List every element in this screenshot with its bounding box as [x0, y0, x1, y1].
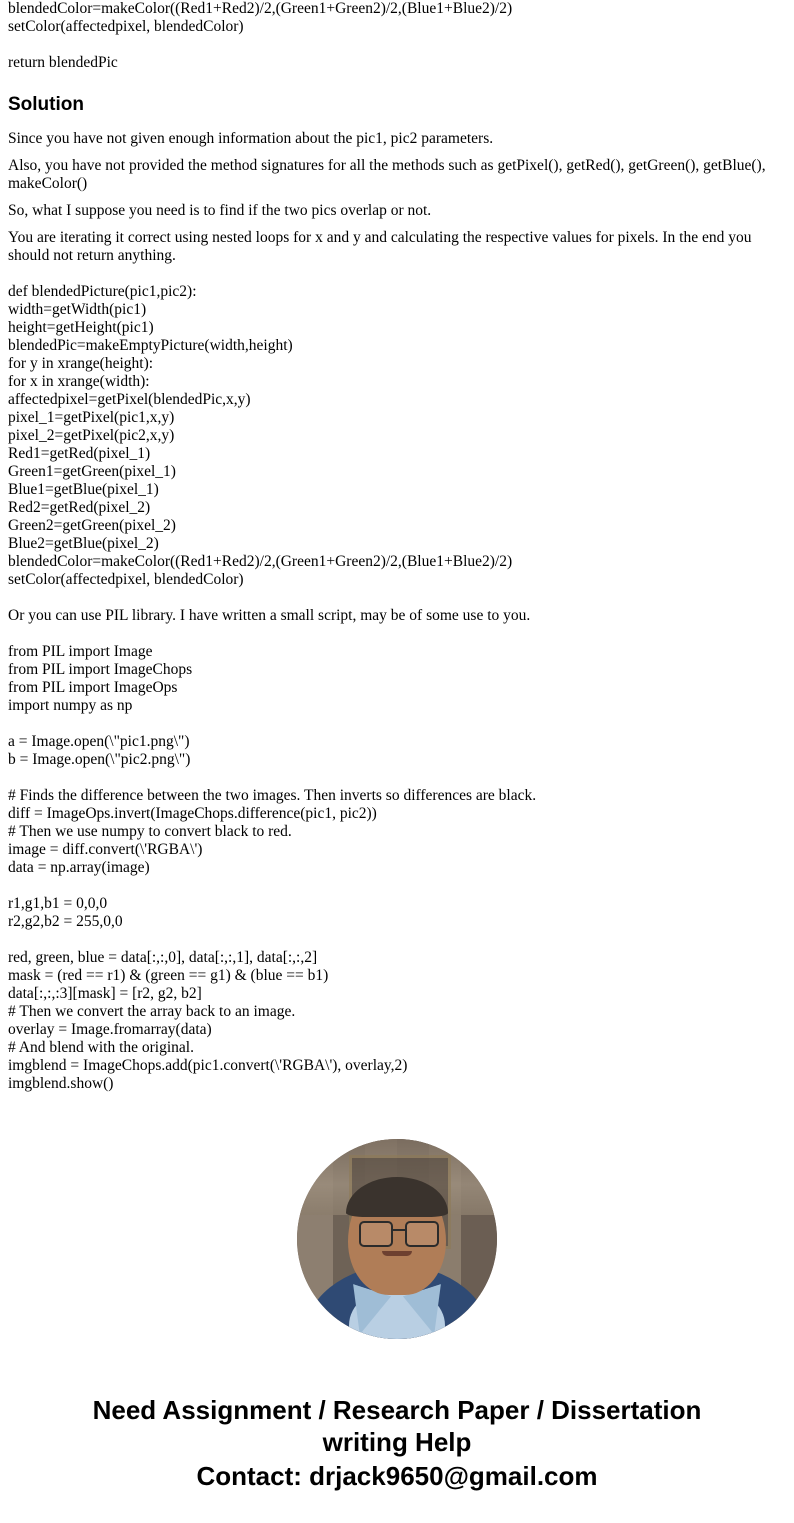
- code-line: affectedpixel=getPixel(blendedPic,x,y): [8, 391, 251, 408]
- spacer: [8, 220, 786, 229]
- code-line: data[:,:,:3][mask] = [r2, g2, b2]: [8, 985, 202, 1002]
- code-line: image = diff.convert(\'RGBA\'): [8, 841, 203, 858]
- code-line: imgblend = ImageChops.add(pic1.convert(\'RGBA\'), overlay,2): [8, 1057, 408, 1074]
- footer-promo: [8, 1395, 786, 1491]
- code-line: b = Image.open(\"pic2.png\"): [8, 751, 191, 768]
- code-line: Blue2=getBlue(pixel_2): [8, 535, 159, 552]
- paragraph: So, what I suppose you need is to find if the two pics overlap or not.: [8, 202, 432, 219]
- code-line: from PIL import ImageOps: [8, 679, 178, 696]
- code-line: Red1=getRed(pixel_1): [8, 445, 151, 462]
- pil-mask-block: [8, 949, 786, 1093]
- pil-imports-block: [8, 643, 786, 715]
- code-line: red, green, blue = data[:,:,0], data[:,:,1], data[:,:,2]: [8, 949, 318, 966]
- avatar-container: [8, 1139, 786, 1339]
- code-line: # Then we convert the array back to an image.: [8, 1003, 296, 1020]
- code-line: r1,g1,b1 = 0,0,0: [8, 895, 108, 912]
- code-line: import numpy as np: [8, 697, 133, 714]
- code-line: def blendedPicture(pic1,pic2):: [8, 283, 197, 300]
- spacer: [8, 931, 786, 949]
- code-line: width=getWidth(pic1): [8, 301, 147, 318]
- avatar-mouth: [382, 1251, 412, 1256]
- code-line: blendedColor=makeColor((Red1+Red2)/2,(Green1+Green2)/2,(Blue1+Blue2)/2): [8, 553, 513, 570]
- code-line: pixel_1=getPixel(pic1,x,y): [8, 409, 175, 426]
- spacer: [8, 877, 786, 895]
- section-title: Solution: [8, 94, 84, 115]
- spacer: [8, 193, 786, 202]
- code-line: blendedColor=makeColor((Red1+Red2)/2,(Green1+Green2)/2,(Blue1+Blue2)/2): [8, 0, 513, 17]
- code-line: for y in xrange(height):: [8, 355, 154, 372]
- solution-code-block: [8, 283, 786, 589]
- code-line: imgblend.show(): [8, 1075, 114, 1092]
- pil-intro: Or you can use PIL library. I have written a small script, may be of some use to you.: [8, 607, 531, 624]
- code-line: # And blend with the original.: [8, 1039, 194, 1056]
- footer-line-1: Need Assignment / Research Paper / Dissertation: [92, 1395, 702, 1425]
- code-line: pixel_2=getPixel(pic2,x,y): [8, 427, 175, 444]
- code-line: # Finds the difference between the two images. Then inverts so differences are black.: [8, 787, 537, 804]
- code-line: height=getHeight(pic1): [8, 319, 154, 336]
- spacer: [8, 715, 786, 733]
- paragraph: Also, you have not provided the method signatures for all the methods such as getPixel(), getRed(), getGreen(), getBlue(), makeColor(): [8, 157, 766, 192]
- code-line: from PIL import Image: [8, 643, 153, 660]
- code-line: r2,g2,b2 = 255,0,0: [8, 913, 123, 930]
- code-line: for x in xrange(width):: [8, 373, 150, 390]
- code-line: setColor(affectedpixel, blendedColor): [8, 571, 244, 588]
- paragraph: Since you have not given enough information about the pic1, pic2 parameters.: [8, 130, 494, 147]
- code-line: setColor(affectedpixel, blendedColor): [8, 18, 244, 35]
- code-line: Green1=getGreen(pixel_1): [8, 463, 176, 480]
- code-line: Green2=getGreen(pixel_2): [8, 517, 176, 534]
- code-line: # Then we use numpy to convert black to red.: [8, 823, 292, 840]
- pil-diff-block: [8, 787, 786, 877]
- code-line: from PIL import ImageChops: [8, 661, 193, 678]
- code-line: diff = ImageOps.invert(ImageChops.difference(pic1, pic2)): [8, 805, 377, 822]
- top-code-block: [8, 0, 786, 36]
- pil-open-block: [8, 733, 786, 769]
- footer-contact: Contact: drjack9650@gmail.com: [196, 1461, 598, 1491]
- pil-colors-block: [8, 895, 786, 931]
- spacer: [8, 625, 786, 643]
- footer-line-2: writing Help: [322, 1427, 472, 1457]
- code-line: Blue1=getBlue(pixel_1): [8, 481, 159, 498]
- spacer: [8, 265, 786, 283]
- code-line: a = Image.open(\"pic1.png\"): [8, 733, 190, 750]
- spacer: [8, 589, 786, 607]
- code-line: Red2=getRed(pixel_2): [8, 499, 151, 516]
- code-line: data = np.array(image): [8, 859, 150, 876]
- code-line: overlay = Image.fromarray(data): [8, 1021, 212, 1038]
- code-line: blendedPic=makeEmptyPicture(width,height): [8, 337, 293, 354]
- top-return-line: return blendedPic: [8, 54, 118, 71]
- glasses-icon: [405, 1221, 439, 1247]
- avatar: [297, 1139, 497, 1339]
- paragraph: You are iterating it correct using nested loops for x and y and calculating the respective values for pixels. In the end you should not return anything.: [8, 229, 752, 264]
- spacer: [8, 148, 786, 157]
- spacer: [8, 36, 786, 54]
- spacer: [8, 769, 786, 787]
- glasses-bridge: [393, 1229, 405, 1231]
- glasses-icon: [359, 1221, 393, 1247]
- code-line: mask = (red == r1) & (green == g1) & (blue == b1): [8, 967, 329, 984]
